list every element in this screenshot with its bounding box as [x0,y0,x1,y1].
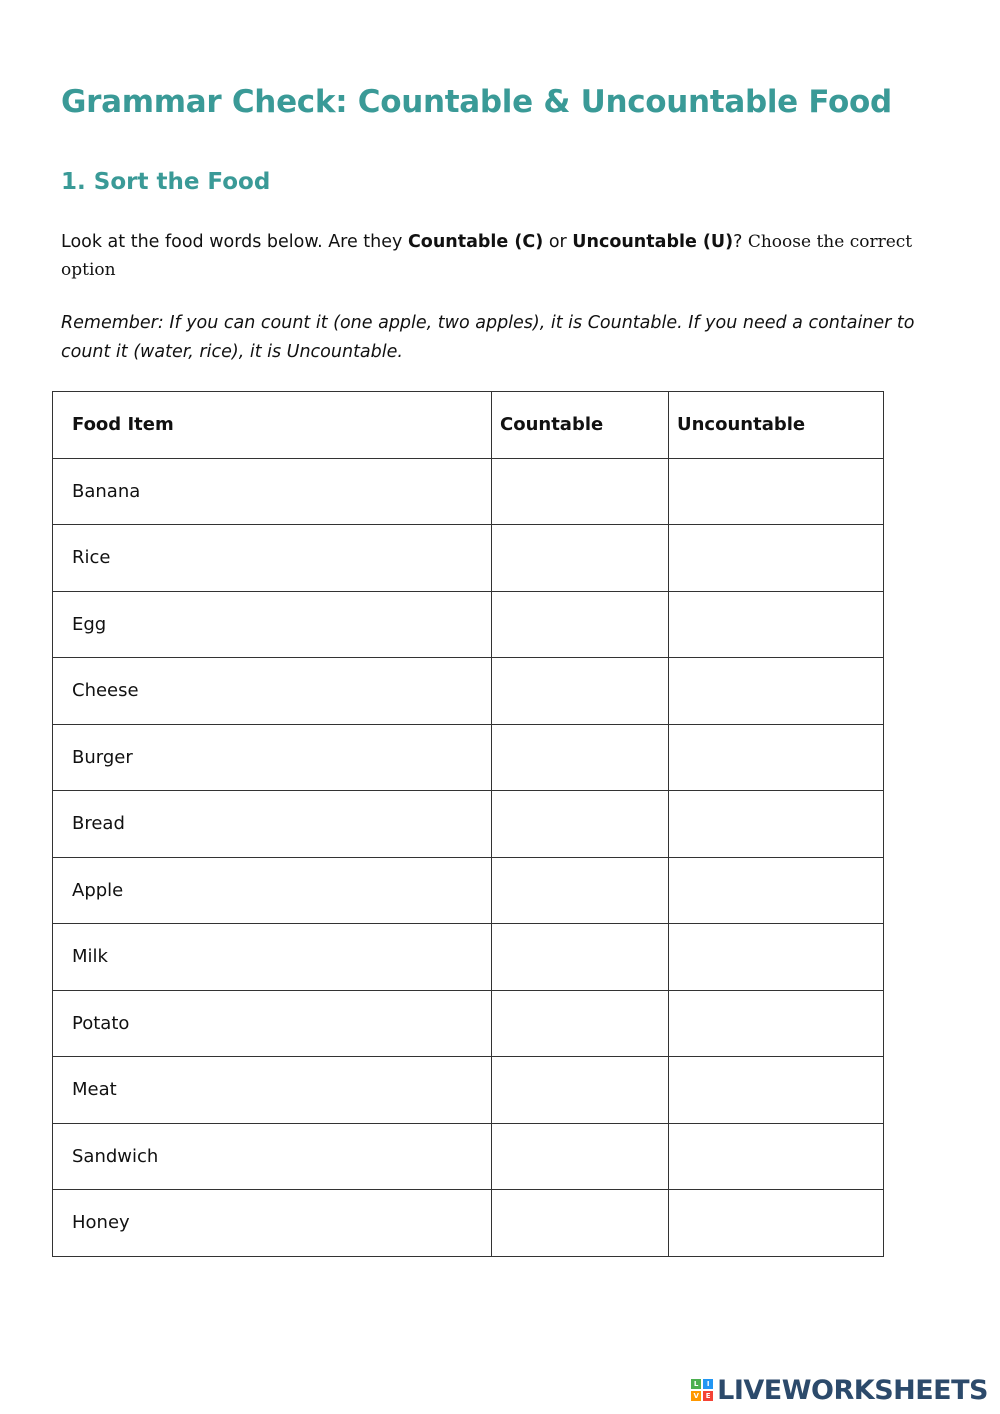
table-header-row [53,392,884,459]
table-row [53,591,884,658]
liveworksheets-logo [691,1374,988,1406]
food-item-cell: Egg [53,591,492,658]
countable-answer-cell[interactable] [492,924,669,991]
food-item-cell: Rice [53,525,492,592]
table-row [53,857,884,924]
table-row [53,924,884,991]
page-title: Grammar Check: Countable & Uncountable Food [61,84,892,120]
header-uncountable: Uncountable [669,392,884,459]
uncountable-answer-cell[interactable] [669,525,884,592]
uncountable-answer-cell[interactable] [669,1057,884,1124]
uncountable-answer-cell[interactable] [669,791,884,858]
logo-mark-icon [691,1379,713,1401]
uncountable-answer-cell[interactable] [669,924,884,991]
table-row [53,990,884,1057]
logo-mark-tile: I [703,1379,713,1389]
table-row [53,458,884,525]
logo-mark-tile: L [691,1379,701,1389]
table-row [53,525,884,592]
food-rows [53,458,884,1256]
food-item-cell: Milk [53,924,492,991]
food-item-cell: Burger [53,724,492,791]
uncountable-answer-cell[interactable] [669,990,884,1057]
countable-answer-cell[interactable] [492,1190,669,1257]
countable-answer-cell[interactable] [492,1123,669,1190]
countable-answer-cell[interactable] [492,857,669,924]
instructions-tail: Choose the correct option [61,232,913,280]
countable-answer-cell[interactable] [492,591,669,658]
food-item-cell: Cheese [53,658,492,725]
instructions-countable: Countable (C) [407,232,544,252]
countable-answer-cell[interactable] [492,791,669,858]
countable-answer-cell[interactable] [492,458,669,525]
countable-answer-cell[interactable] [492,1057,669,1124]
instructions-part3: ? [733,232,743,252]
uncountable-answer-cell[interactable] [669,1123,884,1190]
food-item-cell: Potato [53,990,492,1057]
instructions-part2: or [543,232,573,252]
table-row [53,791,884,858]
table-row [53,724,884,791]
food-item-cell: Apple [53,857,492,924]
uncountable-answer-cell[interactable] [669,857,884,924]
countable-answer-cell[interactable] [492,658,669,725]
table-row [53,658,884,725]
uncountable-answer-cell[interactable] [669,724,884,791]
instructions-part1: Look at the food words below. Are they [61,232,408,252]
uncountable-answer-cell[interactable] [669,591,884,658]
table-row [53,1190,884,1257]
food-item-cell: Honey [53,1190,492,1257]
header-countable: Countable [492,392,669,459]
countable-answer-cell[interactable] [492,525,669,592]
uncountable-answer-cell[interactable] [669,658,884,725]
remember-note: Remember: If you can count it (one apple, two apples), it is Countable. If you need a container to count it (water, rice), it is Uncountable. [61,313,915,362]
uncountable-answer-cell[interactable] [669,1190,884,1257]
table-row [53,1123,884,1190]
food-item-cell: Sandwich [53,1123,492,1190]
logo-mark-tile: E [703,1391,713,1401]
countable-answer-cell[interactable] [492,990,669,1057]
food-table [52,391,884,1257]
food-item-cell: Bread [53,791,492,858]
food-item-cell: Banana [53,458,492,525]
food-item-cell: Meat [53,1057,492,1124]
instructions [61,228,931,284]
instructions-uncountable: Uncountable (U) [572,232,734,252]
logo-mark-tile: V [691,1391,701,1401]
uncountable-answer-cell[interactable] [669,458,884,525]
section-title: 1. Sort the Food [61,169,271,195]
table-row [53,1057,884,1124]
logo-text: LIVEWORKSHEETS [717,1374,988,1406]
header-food-item: Food Item [53,392,492,459]
countable-answer-cell[interactable] [492,724,669,791]
